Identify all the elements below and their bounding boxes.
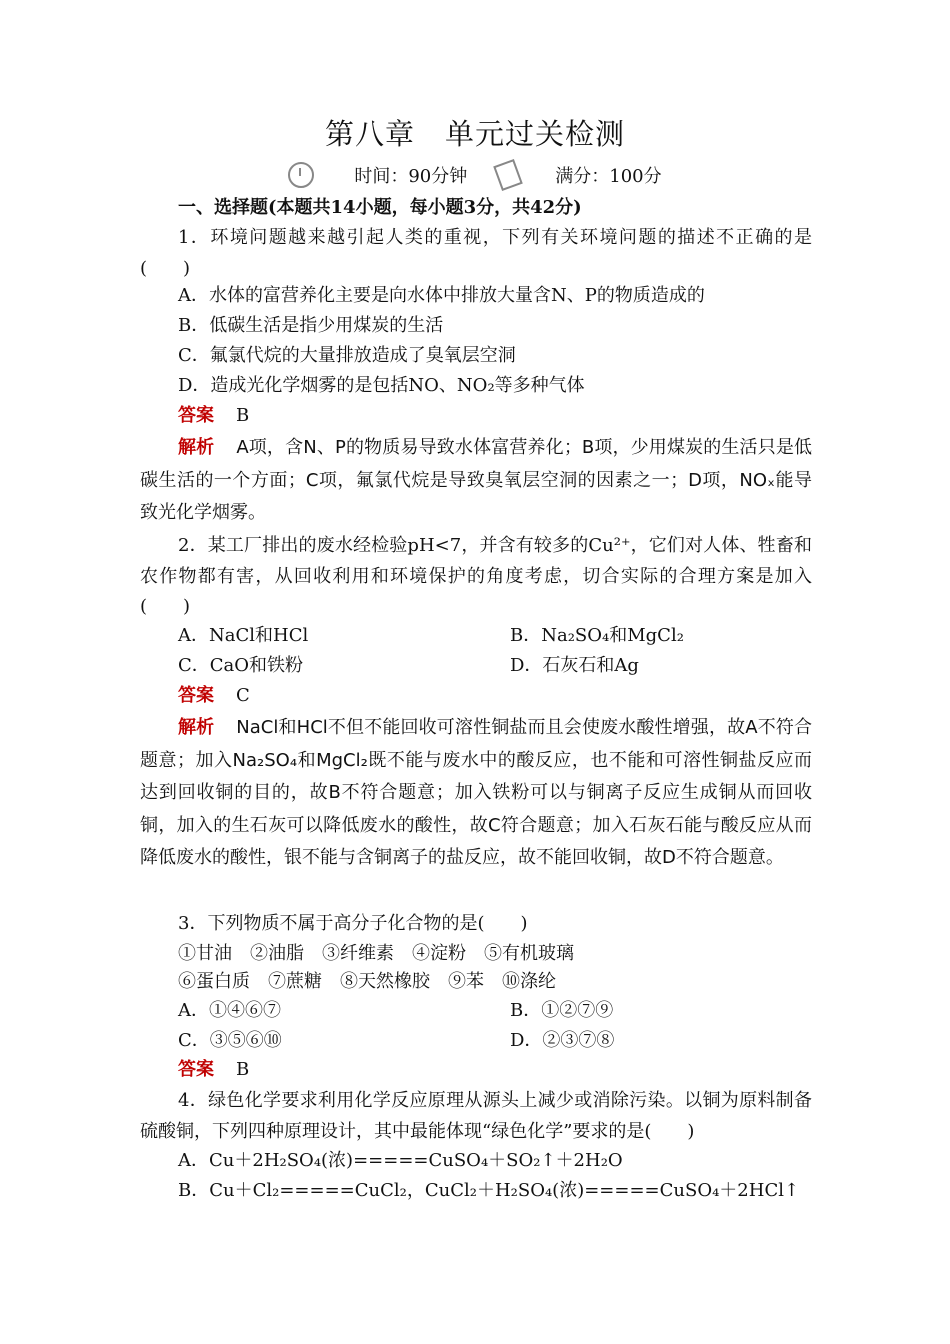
- clock-icon: [288, 162, 314, 188]
- answer-value: B: [236, 1059, 250, 1080]
- q3-option-a: A．①④⑥⑦: [178, 1000, 281, 1021]
- answer-label: 答案: [178, 1059, 214, 1080]
- question-4-stem: 4．绿色化学要求利用化学反应原理从源头上减少或消除污染。以铜为原料制备硫酸铜，下列四种原理设计，其中最能体现“绿色化学”要求的是( ): [140, 1090, 812, 1142]
- question-1-stem: 1．环境问题越来越引起人类的重视，下列有关环境问题的描述不正确的是( ): [140, 227, 812, 279]
- q1-option-a: A．水体的富营养化主要是向水体中排放大量含N、P的物质造成的: [178, 285, 705, 306]
- q1-option-d: D．造成光化学烟雾的是包括NO、NO₂等多种气体: [178, 375, 585, 396]
- q3-option-d: D．②③⑦⑧: [510, 1030, 615, 1051]
- q1-option-c: C．氟氯代烷的大量排放造成了臭氧层空洞: [178, 345, 516, 366]
- answer-label: 答案: [178, 405, 214, 426]
- explanation-text: NaCl和HCl不但不能回收可溶性铜盐而且会使废水酸性增强，故A不符合题意；加入Na₂SO₄和MgCl₂既不能与废水中的酸反应，也不能和可溶性铜盐反应而达到回收铜的目的，故B不符合题意；加入铁粉可以与铜离子反应生成铜从而回收铜，加入的生石灰可以降低废水的酸性，故C符合题意；加入石灰石能与酸反应从而降低废水的酸性，银不能与含铜离子的盐反应，故不能回收铜，故D不符合题意。: [140, 717, 813, 868]
- q4-option-b: B．Cu＋Cl₂=====CuCl₂，CuCl₂＋H₂SO₄(浓)=====CuSO₄＋2HCl↑: [178, 1180, 800, 1201]
- paper-icon: [493, 159, 523, 191]
- q3-answer: [178, 1055, 810, 1085]
- q4-option-a: A．Cu＋2H₂SO₄(浓)=====CuSO₄＋SO₂↑＋2H₂O: [178, 1150, 623, 1171]
- explanation-text: A项，含N、P的物质易导致水体富营养化；B项，少用煤炭的生活只是低碳生活的一个方面；C项，氟氯代烷是导致臭氧层空洞的因素之一；D项，NOₓ能导致光化学烟雾。: [140, 437, 813, 523]
- q3-option-b: B．①②⑦⑨: [510, 1000, 614, 1021]
- q2-explanation: [140, 712, 812, 875]
- answer-value: C: [236, 685, 250, 706]
- q3-items-2: ⑥蛋白质 ⑦蔗糖 ⑧天然橡胶 ⑨苯 ⑩涤纶: [178, 971, 556, 992]
- q3-items-1: ①甘油 ②油脂 ③纤维素 ④淀粉 ⑤有机玻璃: [178, 943, 574, 964]
- answer-label: 答案: [178, 685, 214, 706]
- explanation-label: 解析: [178, 717, 215, 738]
- full-score: 满分：100分: [555, 166, 662, 187]
- q1-answer: [178, 401, 810, 431]
- section-heading: 一、选择题(本题共14小题，每小题3分，共42分): [178, 197, 582, 218]
- q2-option-c: C．CaO和铁粉: [178, 655, 304, 676]
- question-2-stem: 2．某工厂排出的废水经检验pH<7，并含有较多的Cu²⁺，它们对人体、牲畜和农作物都有害，从回收利用和环境保护的角度考虑，切合实际的合理方案是加入( ): [140, 535, 812, 617]
- q2-answer: [178, 681, 810, 711]
- answer-value: B: [236, 405, 250, 426]
- q1-option-b: B．低碳生活是指少用煤炭的生活: [178, 315, 444, 336]
- q2-option-a: A．NaCl和HCl: [178, 625, 309, 646]
- page-title: 第八章 单元过关检测: [324, 117, 625, 151]
- explanation-label: 解析: [178, 437, 215, 458]
- q1-explanation: [140, 432, 812, 530]
- exam-meta: [0, 162, 950, 188]
- q2-option-b: B．Na₂SO₄和MgCl₂: [510, 625, 684, 646]
- question-3-stem: 3．下列物质不属于高分子化合物的是( ): [178, 913, 528, 934]
- time-limit: 时间：90分钟: [354, 166, 468, 187]
- q3-option-c: C．③⑤⑥⑩: [178, 1030, 282, 1051]
- q2-option-d: D．石灰石和Ag: [510, 655, 639, 676]
